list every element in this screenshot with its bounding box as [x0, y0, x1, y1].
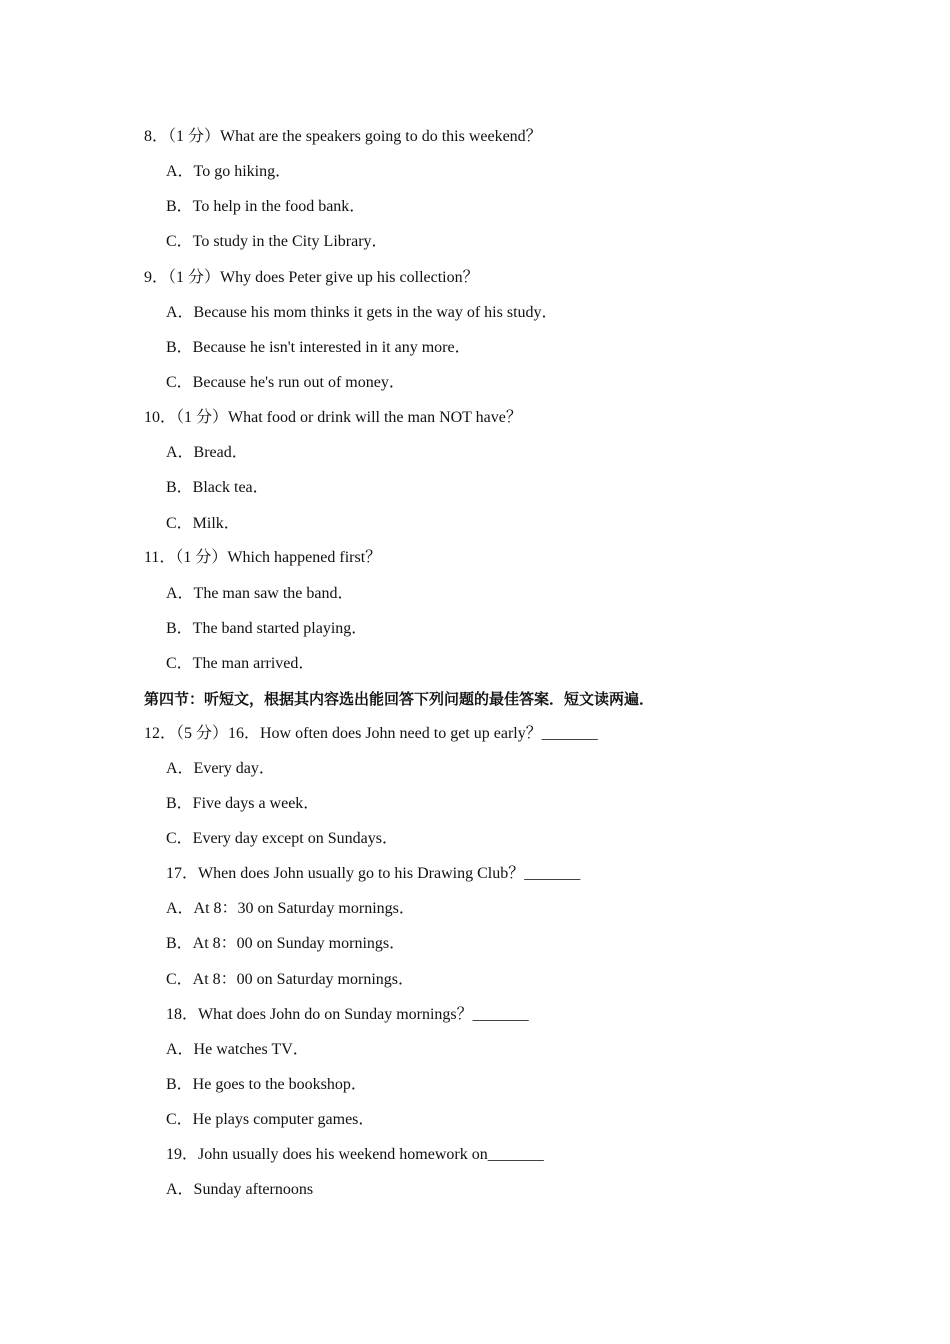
section-heading: 第四节：听短文，根据其内容选出能回答下列问题的最佳答案．短文读两遍． — [144, 690, 655, 708]
option-18b: B．He goes to the bookshop． — [166, 1076, 367, 1093]
option-8c: C．To study in the City Library． — [166, 233, 388, 250]
option-10a: A．Bread． — [166, 444, 248, 461]
option-8b: B．To help in the food bank． — [166, 198, 366, 215]
question-8: 8．（1 分）What are the speakers going to do this weekend？ — [144, 128, 542, 145]
option-16b: B．Five days a week． — [166, 795, 320, 812]
question-11: 11．（1 分）Which happened first？ — [144, 549, 382, 566]
option-19a: A．Sunday afternoons — [166, 1181, 314, 1198]
option-16a: A．Every day． — [166, 760, 275, 777]
option-9c: C．Because he's run out of money． — [166, 374, 405, 391]
option-10b: B．Black tea． — [166, 479, 269, 496]
question-19: 19．John usually does his weekend homework on_______ — [166, 1146, 544, 1163]
option-11c: C．The man arrived． — [166, 655, 315, 672]
option-11b: B．The band started playing． — [166, 620, 368, 637]
option-17b: B．At 8：00 on Sunday mornings． — [166, 935, 406, 952]
question-10: 10．（1 分）What food or drink will the man NOT have？ — [144, 409, 522, 426]
option-8a: A．To go hiking． — [166, 163, 292, 180]
option-17c: C．At 8：00 on Saturday mornings． — [166, 971, 414, 988]
question-17: 17．When does John usually go to his Drawing Club？_______ — [166, 865, 581, 882]
option-9a: A．Because his mom thinks it gets in the way of his study． — [166, 304, 558, 321]
option-10c: C．Milk． — [166, 515, 240, 532]
option-17a: A．At 8：30 on Saturday mornings． — [166, 900, 415, 917]
question-18: 18．What does John do on Sunday mornings？_______ — [166, 1006, 529, 1023]
option-16c: C．Every day except on Sundays． — [166, 830, 398, 847]
question-9: 9．（1 分）Why does Peter give up his collection？ — [144, 269, 479, 286]
question-12: 12．（5 分）16．How often does John need to get up early？_______ — [144, 725, 598, 742]
option-18a: A．He watches TV． — [166, 1041, 309, 1058]
option-18c: C．He plays computer games． — [166, 1111, 375, 1128]
option-9b: B．Because he isn't interested in it any more． — [166, 339, 471, 356]
option-11a: A．The man saw the band． — [166, 585, 354, 602]
